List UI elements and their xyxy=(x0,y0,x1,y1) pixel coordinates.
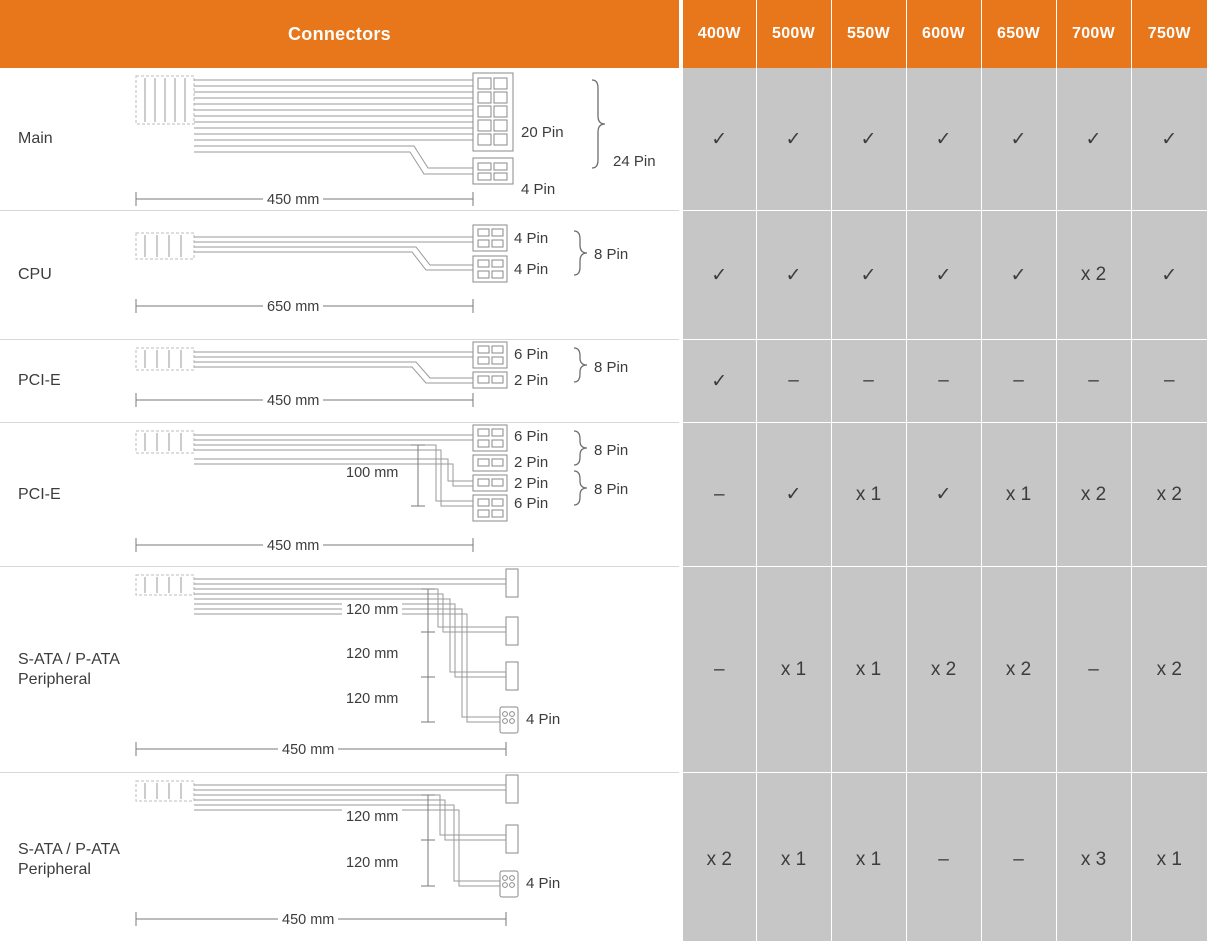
diagram-main xyxy=(128,68,679,210)
header-700w: 700W xyxy=(1056,0,1131,68)
value-cell: x 3 xyxy=(1056,773,1131,941)
pin-label: 4 Pin xyxy=(514,261,549,278)
value-cell: x 1 xyxy=(1131,773,1207,941)
pin-label: 4 Pin xyxy=(526,711,561,728)
table-row xyxy=(0,567,1207,773)
pin-label: 2 Pin xyxy=(514,475,549,492)
group-pin-label: 8 Pin xyxy=(594,442,629,459)
value-cell: ✓ xyxy=(981,211,1056,340)
diagram-pcie-1-svg xyxy=(128,340,681,422)
value-cell: x 2 xyxy=(1131,567,1207,773)
value-cell: x 1 xyxy=(981,423,1056,567)
table-row xyxy=(0,211,1207,340)
value-cell: x 2 xyxy=(681,773,756,941)
value-cell: – xyxy=(906,773,981,941)
length-label: 450 mm xyxy=(263,393,323,409)
value-cell: x 2 xyxy=(981,567,1056,773)
length-label: 450 mm xyxy=(278,742,338,758)
pin-label: 2 Pin xyxy=(514,372,549,389)
diagram-cpu xyxy=(128,211,679,339)
branch-length-label: 100 mm xyxy=(342,465,402,481)
header-550w: 550W xyxy=(831,0,906,68)
group-pin-label: 24 Pin xyxy=(613,153,656,170)
group-pin-label: 8 Pin xyxy=(594,359,629,376)
row-label-line1: S-ATA / P-ATA xyxy=(18,650,120,668)
value-cell: – xyxy=(1131,340,1207,423)
diagram-cpu-svg xyxy=(128,211,681,339)
row-label-sata-2 xyxy=(0,840,128,880)
length-label: 450 mm xyxy=(278,912,338,928)
branch-length-label: 120 mm xyxy=(342,646,402,662)
value-cell: – xyxy=(981,773,1056,941)
value-cell: ✓ xyxy=(681,211,756,340)
value-cell: ✓ xyxy=(906,423,981,567)
value-cell: x 1 xyxy=(831,423,906,567)
connector-cell-sata-2 xyxy=(0,773,681,941)
connector-cell-cpu xyxy=(0,211,681,340)
value-cell: ✓ xyxy=(756,211,831,340)
branch-length-label: 120 mm xyxy=(342,809,402,825)
value-cell: – xyxy=(681,567,756,773)
value-cell: – xyxy=(1056,567,1131,773)
value-cell: x 1 xyxy=(756,567,831,773)
header-connectors: Connectors xyxy=(0,0,681,68)
pin-label: 4 Pin xyxy=(514,230,549,247)
row-label-line1: S-ATA / P-ATA xyxy=(18,840,120,858)
header-500w: 500W xyxy=(756,0,831,68)
diagram-sata-1 xyxy=(128,567,679,772)
table-body xyxy=(0,68,1207,941)
pin-label: 4 Pin xyxy=(526,875,561,892)
value-cell: ✓ xyxy=(831,68,906,211)
length-label: 450 mm xyxy=(263,192,323,208)
row-label-pcie-1: PCI-E xyxy=(18,372,61,389)
row-label-line2: Peripheral xyxy=(18,670,91,688)
pin-label: 6 Pin xyxy=(514,346,549,363)
value-cell: x 2 xyxy=(1131,423,1207,567)
diagram-sata-1-svg xyxy=(128,567,681,772)
length-label: 650 mm xyxy=(263,299,323,315)
value-cell: ✓ xyxy=(906,68,981,211)
branch-length-label: 120 mm xyxy=(342,602,402,618)
value-cell: ✓ xyxy=(756,423,831,567)
row-label-line2: Peripheral xyxy=(18,860,91,878)
diagram-sata-2 xyxy=(128,773,679,941)
value-cell: – xyxy=(756,340,831,423)
value-cell: ✓ xyxy=(681,68,756,211)
diagram-pcie-2 xyxy=(128,423,679,566)
value-cell: – xyxy=(681,423,756,567)
row-label-main: Main xyxy=(18,130,53,147)
connector-cell-pcie-1 xyxy=(0,340,681,423)
value-cell: x 1 xyxy=(756,773,831,941)
value-cell: – xyxy=(831,340,906,423)
value-cell: ✓ xyxy=(981,68,1056,211)
value-cell: ✓ xyxy=(756,68,831,211)
value-cell: x 1 xyxy=(831,773,906,941)
value-cell: x 1 xyxy=(831,567,906,773)
connector-cell-sata-1 xyxy=(0,567,681,773)
header-750w: 750W xyxy=(1131,0,1207,68)
table-row xyxy=(0,68,1207,211)
table-row xyxy=(0,423,1207,567)
value-cell: x 2 xyxy=(906,567,981,773)
table-header xyxy=(0,0,1207,68)
connector-cell-main xyxy=(0,68,681,211)
branch-length-label: 120 mm xyxy=(342,691,402,707)
branch-length-label: 120 mm xyxy=(342,855,402,871)
pin-label: 20 Pin xyxy=(521,124,564,141)
row-label-cpu: CPU xyxy=(18,266,52,283)
diagram-main-svg xyxy=(128,68,681,210)
value-cell: ✓ xyxy=(906,211,981,340)
value-cell: ✓ xyxy=(1131,211,1207,340)
header-400w: 400W xyxy=(681,0,756,68)
value-cell: ✓ xyxy=(681,340,756,423)
pin-label: 4 Pin xyxy=(521,181,556,198)
value-cell: ✓ xyxy=(1056,68,1131,211)
table-row xyxy=(0,773,1207,941)
header-600w: 600W xyxy=(906,0,981,68)
pin-label: 2 Pin xyxy=(514,454,549,471)
row-label-pcie-2: PCI-E xyxy=(18,485,61,503)
pin-label: 6 Pin xyxy=(514,495,549,512)
pin-label: 6 Pin xyxy=(514,428,549,445)
value-cell: – xyxy=(906,340,981,423)
value-cell: ✓ xyxy=(1131,68,1207,211)
connector-cell-pcie-2 xyxy=(0,423,681,567)
value-cell: – xyxy=(1056,340,1131,423)
group-pin-label: 8 Pin xyxy=(594,481,629,498)
value-cell: ✓ xyxy=(831,211,906,340)
group-pin-label: 8 Pin xyxy=(594,246,629,263)
value-cell: x 2 xyxy=(1056,423,1131,567)
diagram-sata-2-svg xyxy=(128,773,681,941)
length-label: 450 mm xyxy=(263,538,323,554)
value-cell: x 2 xyxy=(1056,211,1131,340)
header-650w: 650W xyxy=(981,0,1056,68)
table-row xyxy=(0,340,1207,423)
row-label-sata-1 xyxy=(0,650,128,690)
diagram-pcie-1 xyxy=(128,340,679,422)
value-cell: – xyxy=(981,340,1056,423)
